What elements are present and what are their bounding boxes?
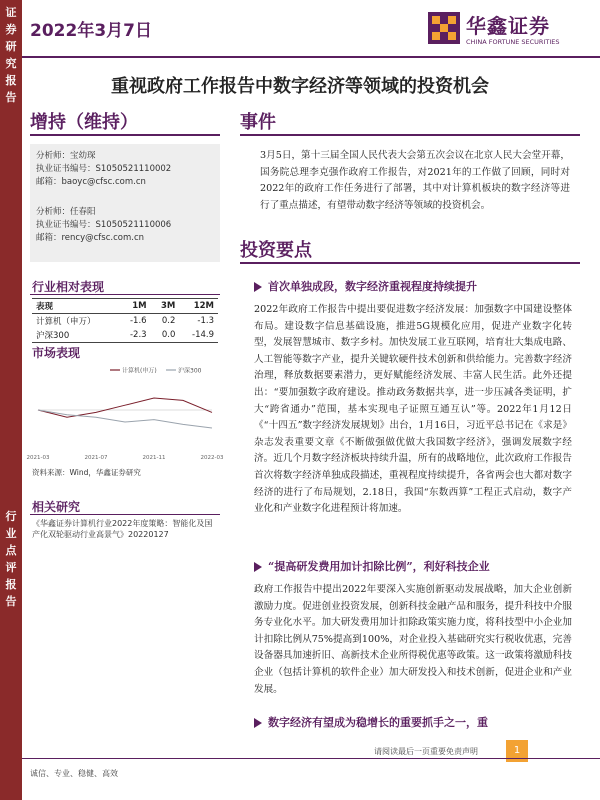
rating-underline (30, 134, 220, 136)
sidebar-char: 证 (5, 6, 17, 19)
header-divider (22, 56, 600, 58)
table-cell: 沪深300 (36, 331, 70, 341)
analyst-1 (36, 150, 171, 189)
analyst-license: 执业证书编号：S1050521110002 (36, 164, 172, 174)
sidebar-char: 评 (5, 561, 17, 574)
triangle-bullet-icon (254, 718, 262, 728)
analyst-name: 分析师：任春阳 (36, 207, 96, 217)
market-heading: 市场表现 (32, 346, 81, 360)
disclaimer-note: 请阅读最后一页重要免责声明 (374, 747, 478, 756)
table-cell: -1.3 (197, 316, 214, 326)
left-sidebar-bar (0, 0, 22, 800)
sidebar-char: 行 (5, 510, 17, 523)
market-chart (26, 364, 224, 464)
performance-table (32, 298, 218, 343)
invest-underline (240, 262, 580, 264)
column-header: 3M (151, 299, 180, 314)
analyst-box (30, 144, 220, 262)
sidebar-report-type-bottom (2, 508, 20, 610)
point-title-text: 数字经济有望成为稳增长的重要抓手之一，重 (268, 716, 488, 729)
chart-source: 资料来源：Wind，华鑫证券研究 (32, 468, 141, 477)
analyst-2 (36, 206, 171, 245)
table-cell: 计算机（申万） (36, 317, 96, 327)
table-cell: -14.9 (192, 330, 214, 340)
company-logo-icon (428, 12, 460, 44)
x-tick-label: 2021-07 (84, 455, 108, 461)
triangle-bullet-icon (254, 282, 262, 292)
x-tick-label: 2021-11 (142, 455, 166, 461)
table-cell: 0.0 (161, 330, 176, 340)
column-header: 12M (179, 299, 218, 314)
sidebar-report-type-top (2, 4, 20, 106)
x-tick-label: 2021-03 (26, 455, 50, 461)
invest-point-2-text: 政府工作报告中提出2022年要深入实施创新驱动发展战略，加大企业创新激励力度。促进创业投资发展，创新科技金融产品和服务，提升科技中介服务专业化水平。加大研发费用加计扣除政策实施力度，将科技型中小企业加计扣除比例从75%提高到100%，对企业投入基础研究实行税收优惠，完善设备器具加速折旧、高新技术企业所得税优惠等政策。这一政策将激励科技企业（包括计算机的软件企业）加大研发投入和技术创新，促进企业和产业发展。 (254, 584, 572, 695)
event-underline (240, 134, 580, 136)
table-cell: 0.2 (161, 316, 176, 326)
invest-point-1-text: 2022年政府工作报告中提出要促进数字经济发展：加强数字中国建设整体布局。建设数字信息基础设施，推进5G规模化应用，促进产业数字化转型，发展智慧城市、数字乡村。加快发展工业互联网，培育壮大集成电路、人工智能等数字产业，提升关键软硬件技术创新和供给能力。完善数字经济治理，释放数据要素潜力，更好赋能经济发展、丰富人民生活。此外还提出：“要加强数字政府建设。推动政务数据共享，进一步压减各类证明，扩大“跨省通办”范围，基本实现电子证照互通互认”等。2022年1月12日《“十四五”数字经济发展规划》出台，1月16日，习近平总书记在《求是》杂志发表重要文章《不断做强做优做大我国数字经济》，强调发展数字经济。近几个月数字经济板块持续升温，所有的战略地位，此次政府工作报告首次将数字经济单独成段描述，重视程度持续提升，各省两会也大都对数字经济的进行了布局规划，2.18日，我国“东数西算”工程正式启动，数字产业化和产业数字化进程预计将加速。 (254, 304, 572, 515)
market-chart-svg (26, 364, 224, 464)
related-underline (30, 514, 220, 515)
table-cell: -2.3 (129, 330, 147, 340)
series-line-1 (38, 410, 212, 428)
legend-label: 计算机(申万) (122, 367, 157, 375)
footer-slogan: 诚信、专业、稳健、高效 (30, 769, 118, 778)
sidebar-char: 告 (5, 595, 17, 608)
analyst-email[interactable]: 邮箱：rency@cfsc.com.cn (36, 233, 145, 243)
table-header-row (32, 299, 218, 314)
related-research-link[interactable]: 《华鑫证券计算机行业2022年度策略：智能化及国产化双轮驱动行业高景气》20220127 (32, 519, 213, 539)
footer-divider (22, 758, 600, 759)
x-tick-label: 2022-03 (200, 455, 224, 461)
sidebar-char: 点 (5, 544, 17, 557)
invest-point-3-title (254, 714, 488, 730)
sidebar-char: 告 (5, 91, 17, 104)
point-title-text: 首次单独成段，数字经济重视程度持续提升 (268, 280, 477, 293)
sidebar-char: 究 (5, 57, 17, 70)
table-cell: -1.6 (129, 316, 147, 326)
sidebar-char: 研 (5, 40, 17, 53)
sidebar-char: 券 (5, 23, 17, 36)
analyst-license: 执业证书编号：S1050521110006 (36, 220, 172, 230)
column-header: 表现 (32, 299, 119, 314)
invest-point-2-title (254, 558, 490, 574)
analyst-email[interactable]: 邮箱：baoyc@cfsc.com.cn (36, 177, 146, 187)
related-heading: 相关研究 (32, 500, 81, 514)
point-title-text: “提高研发费用加计扣除比例”，利好科技企业 (268, 560, 490, 573)
analyst-name: 分析师：宝幼琛 (36, 151, 96, 161)
sidebar-char: 业 (5, 527, 17, 540)
legend-label: 沪深300 (178, 367, 202, 375)
company-name-en: CHINA FORTUNE SECURITIES (466, 38, 560, 46)
invest-heading: 投资要点 (240, 240, 312, 261)
table-row (32, 328, 218, 343)
rating: 增持（维持） (30, 112, 138, 133)
event-heading: 事件 (240, 112, 276, 133)
performance-heading: 行业相对表现 (32, 280, 105, 294)
company-name-cn: 华鑫证券 (466, 14, 550, 38)
page-number: 1 (506, 740, 528, 762)
column-header: 1M (119, 299, 151, 314)
table-row (32, 314, 218, 329)
performance-underline (30, 294, 220, 295)
sidebar-char: 报 (5, 74, 17, 87)
triangle-bullet-icon (254, 562, 262, 572)
report-title: 重视政府工作报告中数字经济等领域的投资机会 (111, 76, 489, 97)
sidebar-char: 报 (5, 578, 17, 591)
report-date: 2022年3月7日 (30, 21, 152, 41)
event-text: 3月5日，第十三届全国人民代表大会第五次会议在北京人民大会堂开幕，国务院总理李克强作政府工作报告，对2021年的工作做了回顾，同时对2022年的政府工作任务进行了部署，其中对计算机板块的数字经济等进行了重点描述，有望带动数字经济等领域的投资机会。 (260, 150, 570, 211)
invest-point-1-title (254, 278, 477, 294)
